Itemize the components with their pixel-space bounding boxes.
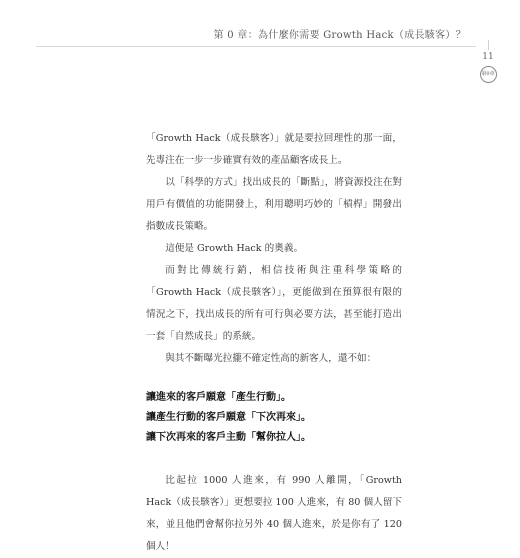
emphasis-line-1: 讓進來的客戶願意「產生行動」。 (146, 392, 291, 403)
page-marker (474, 40, 502, 83)
paragraph-1: 「Growth Hack（成長駭客）」就是要拉回理性的那一面，先專注在一步一步確實有效的產品顧客成長上。 (146, 133, 402, 166)
paragraph-2: 以「科學的方式」找出成長的「斷點」，將資源投注在對用戶有價值的功能開發上，利用聰明巧妙的「槓桿」開發出指數成長策略。 (146, 177, 402, 232)
spacer (146, 448, 402, 470)
paragraph-3: 這便是 Growth Hack 的奧義。 (165, 243, 304, 254)
body-text (146, 128, 402, 558)
emphasis-line-3: 讓下次再來的客戶主動「幫你拉人」。 (146, 432, 311, 443)
page-marker-line (488, 40, 489, 50)
page-number: 11 (482, 52, 494, 62)
paragraph-6: 比起拉 1000 人進來，有 990 人離開，「Growth Hack（成長駭客）」更想要拉 100 人進來，有 80 個人留下來，並且他們會幫你拉另外 40 個人進來，於是你有了 120 個人！ (146, 475, 402, 552)
spacer (146, 370, 402, 388)
paragraph-5: 與其不斷曝光拉攏不確定性高的新客人，還不如： (165, 353, 377, 364)
chapter-badge: 第0章 (480, 66, 497, 83)
header-rule (36, 46, 476, 47)
paragraph-4: 而對比傳統行銷，相信技術與注重科學策略的「Growth Hack（成長駭客）」，更能做到在預算很有限的情況之下，找出成長的所有可行與必要方法，甚至能打造出一套「自然成長」的系統。 (146, 265, 402, 342)
emphasis-line-2: 讓產生行動的客戶願意「下次再來」。 (146, 412, 311, 423)
running-head: 第 0 章：為什麼你需要 Growth Hack（成長駭客）？ (213, 30, 466, 41)
